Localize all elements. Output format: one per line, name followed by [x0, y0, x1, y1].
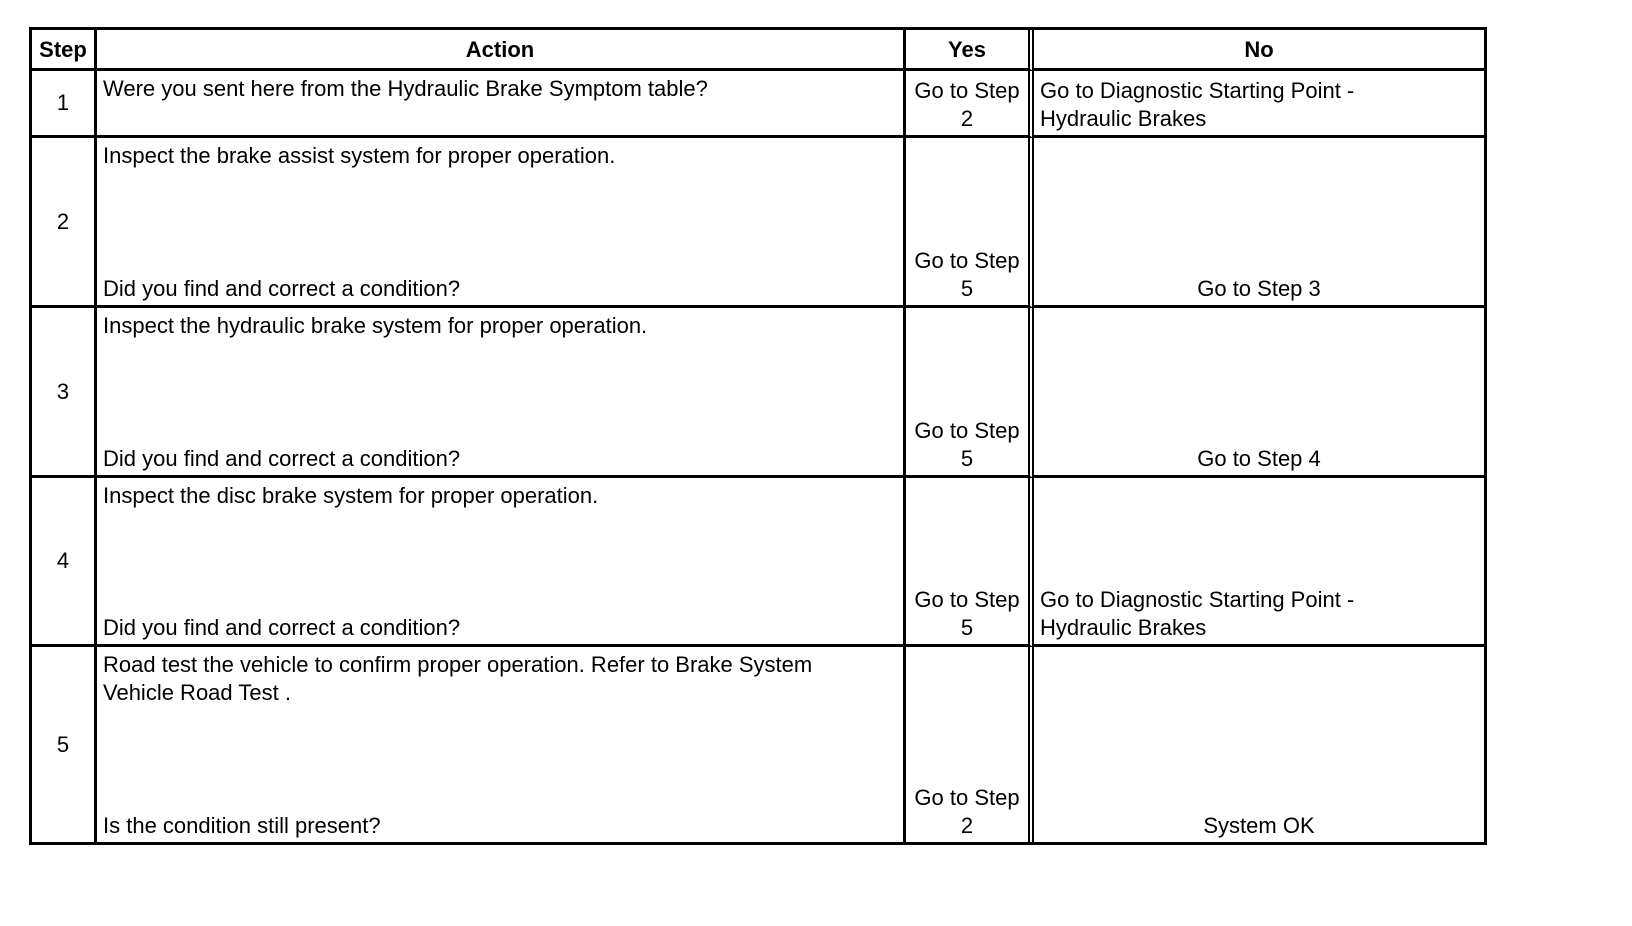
no-result: System OK	[1203, 813, 1315, 838]
no-cell	[1034, 71, 1484, 138]
yes-step-number: 5	[960, 446, 974, 471]
no-cell	[1034, 647, 1484, 842]
action-question: Did you find and correct a condition?	[103, 615, 461, 640]
no-link: Go to Diagnostic Starting Point -	[1040, 587, 1355, 612]
action-question: Is the condition still present?	[103, 813, 381, 838]
no-link: Go to Step 4	[1197, 446, 1321, 471]
yes-step-number: 2	[960, 106, 974, 131]
table-row	[32, 647, 1484, 842]
yes-step-number: 2	[960, 813, 974, 838]
header-action: Action	[97, 30, 906, 71]
step-number: 3	[32, 308, 97, 478]
table-header-row	[32, 30, 1484, 71]
action-text: Were you sent here from the Hydraulic Brake Symptom table?	[103, 76, 708, 101]
yes-step-number: 5	[960, 615, 974, 640]
yes-cell	[906, 308, 1034, 478]
no-link-continued: Hydraulic Brakes	[1040, 615, 1207, 640]
yes-cell	[906, 138, 1034, 308]
yes-step-number: 5	[960, 276, 974, 301]
action-text: Inspect the hydraulic brake system for proper operation.	[103, 313, 648, 338]
yes-cell	[906, 71, 1034, 138]
yes-cell	[906, 647, 1034, 842]
table-row	[32, 71, 1484, 138]
step-number: 5	[32, 647, 97, 842]
action-cell	[97, 308, 906, 478]
action-question: Did you find and correct a condition?	[103, 446, 461, 471]
action-cell	[97, 478, 906, 647]
step-number: 4	[32, 478, 97, 647]
table-row	[32, 478, 1484, 647]
yes-link: Go to Step	[914, 248, 1020, 273]
step-number: 2	[32, 138, 97, 308]
yes-link: Go to Step	[914, 78, 1020, 103]
action-text: Road test the vehicle to confirm proper operation. Refer to Brake System	[103, 652, 813, 677]
yes-link: Go to Step	[914, 785, 1020, 810]
yes-link: Go to Step	[914, 587, 1020, 612]
yes-link: Go to Step	[914, 418, 1020, 443]
action-question: Did you find and correct a condition?	[103, 276, 461, 301]
table-row	[32, 308, 1484, 478]
header-no: No	[1034, 30, 1484, 71]
header-step: Step	[32, 30, 97, 71]
action-cell	[97, 647, 906, 842]
no-cell	[1034, 308, 1484, 478]
no-cell	[1034, 138, 1484, 308]
no-link: Go to Step 3	[1197, 276, 1321, 301]
action-cell	[97, 138, 906, 308]
header-yes: Yes	[906, 30, 1034, 71]
action-text-continued: Vehicle Road Test .	[103, 680, 291, 705]
no-link: Go to Diagnostic Starting Point -	[1040, 78, 1355, 103]
no-link-continued: Hydraulic Brakes	[1040, 106, 1207, 131]
table-row	[32, 138, 1484, 308]
action-cell	[97, 71, 906, 138]
diagnostic-table	[29, 27, 1487, 845]
action-text: Inspect the brake assist system for proper operation.	[103, 143, 616, 168]
no-cell	[1034, 478, 1484, 647]
yes-cell	[906, 478, 1034, 647]
step-number: 1	[32, 71, 97, 138]
action-text: Inspect the disc brake system for proper operation.	[103, 483, 599, 508]
